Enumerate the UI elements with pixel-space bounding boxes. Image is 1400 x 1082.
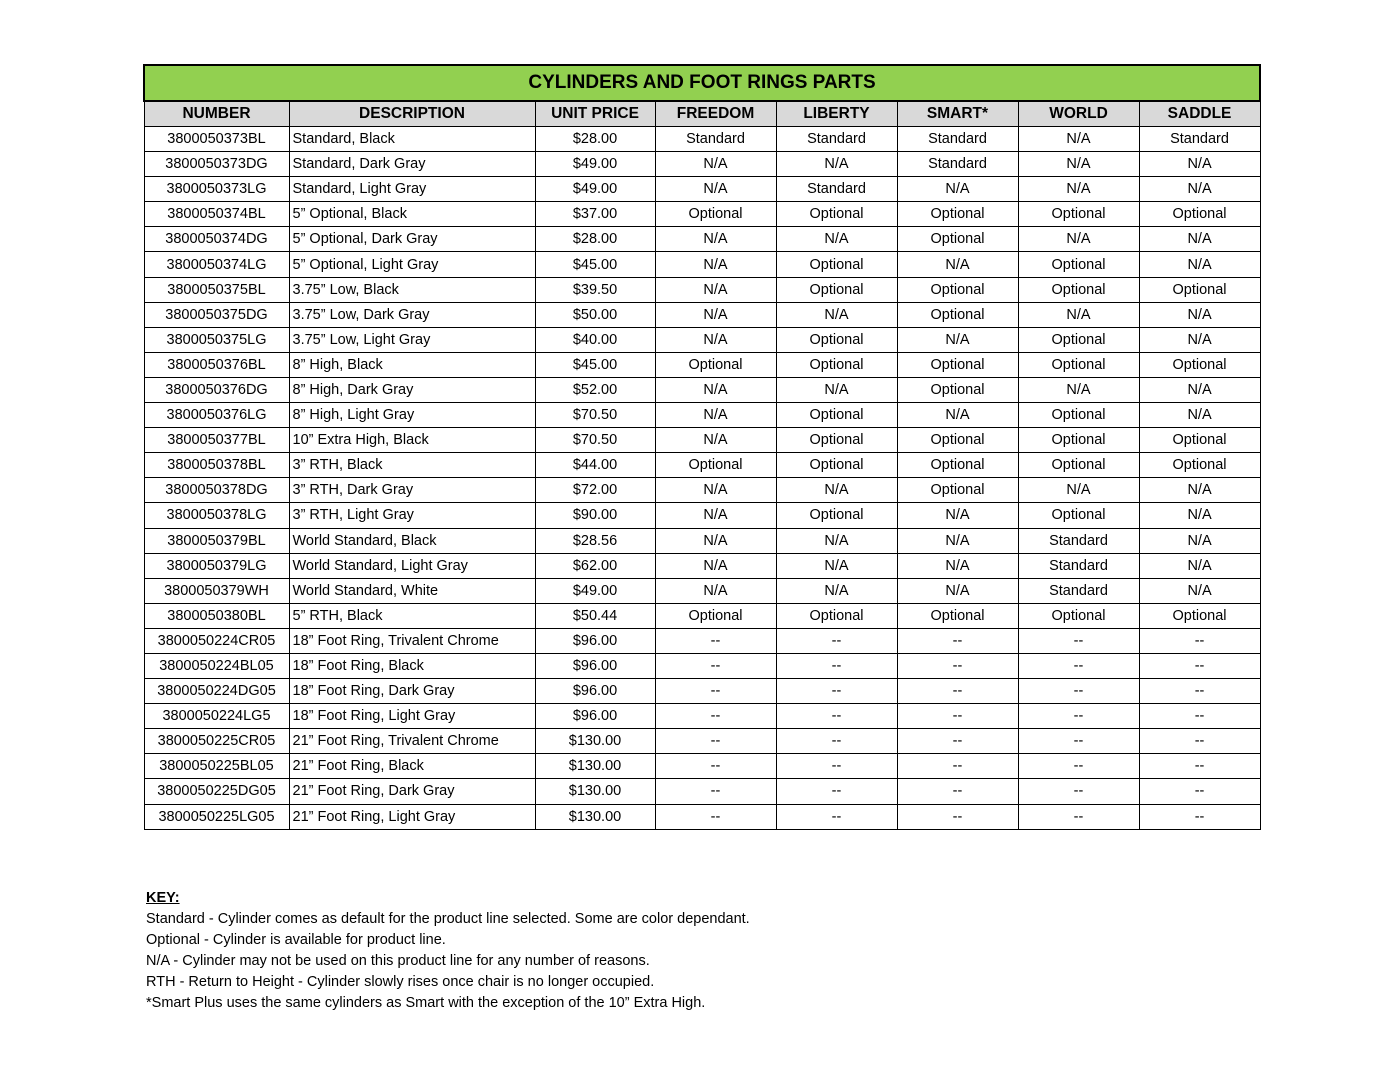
table-cell: N/A	[897, 553, 1018, 578]
table-cell: Optional	[776, 453, 897, 478]
table-cell: Optional	[1139, 352, 1260, 377]
table-cell: 5” Optional, Black	[289, 202, 535, 227]
table-cell: N/A	[1018, 227, 1139, 252]
table-cell: --	[1018, 628, 1139, 653]
table-cell: Optional	[897, 603, 1018, 628]
key-section	[146, 888, 750, 1014]
table-cell: N/A	[1139, 478, 1260, 503]
table-cell: --	[655, 754, 776, 779]
table-cell: N/A	[776, 227, 897, 252]
table-cell: 5” RTH, Black	[289, 603, 535, 628]
table-cell: 3” RTH, Black	[289, 453, 535, 478]
table-cell: 3800050373LG	[144, 177, 289, 202]
parts-table	[143, 64, 1261, 830]
table-cell: N/A	[1018, 377, 1139, 402]
table-cell: 3800050378DG	[144, 478, 289, 503]
table-cell: Standard	[776, 127, 897, 152]
table-row	[144, 352, 1260, 377]
table-cell: Optional	[1018, 252, 1139, 277]
table-cell: 3800050224CR05	[144, 628, 289, 653]
table-cell: $90.00	[535, 503, 655, 528]
table-cell: --	[1139, 653, 1260, 678]
table-cell: --	[1018, 779, 1139, 804]
table-cell: 3.75” Low, Dark Gray	[289, 302, 535, 327]
table-cell: --	[897, 679, 1018, 704]
table-cell: N/A	[1139, 528, 1260, 553]
table-cell: $28.56	[535, 528, 655, 553]
table-cell: Optional	[776, 428, 897, 453]
table-cell: --	[1139, 779, 1260, 804]
table-cell: --	[897, 804, 1018, 829]
key-lines	[146, 909, 750, 1014]
table-cell: 3800050376DG	[144, 377, 289, 402]
table-cell: Optional	[655, 202, 776, 227]
table-cell: $45.00	[535, 352, 655, 377]
table-cell: N/A	[776, 578, 897, 603]
table-cell: N/A	[776, 302, 897, 327]
table-cell: $37.00	[535, 202, 655, 227]
table-cell: 18” Foot Ring, Black	[289, 653, 535, 678]
table-cell: N/A	[655, 177, 776, 202]
table-cell: --	[776, 729, 897, 754]
table-cell: 3.75” Low, Light Gray	[289, 327, 535, 352]
table-cell: --	[897, 729, 1018, 754]
table-cell: --	[655, 653, 776, 678]
table-cell: N/A	[655, 403, 776, 428]
table-cell: 3800050379BL	[144, 528, 289, 553]
table-cell: Optional	[897, 478, 1018, 503]
table-cell: --	[655, 679, 776, 704]
table-cell: Optional	[1139, 603, 1260, 628]
table-body	[144, 127, 1260, 830]
table-cell: --	[1139, 679, 1260, 704]
table-cell: N/A	[1018, 152, 1139, 177]
table-cell: Optional	[1018, 202, 1139, 227]
table-cell: N/A	[655, 553, 776, 578]
table-cell: N/A	[897, 177, 1018, 202]
table-cell: Optional	[1018, 352, 1139, 377]
table-row	[144, 302, 1260, 327]
table-cell: Optional	[897, 202, 1018, 227]
key-line: Optional - Cylinder is available for product line.	[146, 932, 446, 948]
table-cell: Standard	[897, 152, 1018, 177]
table-row	[144, 804, 1260, 829]
table-row	[144, 202, 1260, 227]
table-cell: 3800050374BL	[144, 202, 289, 227]
table-cell: N/A	[1018, 478, 1139, 503]
table-cell: 3800050224BL05	[144, 653, 289, 678]
table-cell: 3800050380BL	[144, 603, 289, 628]
table-cell: 3” RTH, Dark Gray	[289, 478, 535, 503]
table-cell: 18” Foot Ring, Trivalent Chrome	[289, 628, 535, 653]
table-cell: Optional	[897, 352, 1018, 377]
table-cell: N/A	[655, 252, 776, 277]
table-cell: World Standard, Black	[289, 528, 535, 553]
table-cell: 3800050375DG	[144, 302, 289, 327]
table-cell: $49.00	[535, 152, 655, 177]
table-row	[144, 127, 1260, 152]
table-cell: N/A	[655, 503, 776, 528]
table-cell: Optional	[776, 352, 897, 377]
table-cell: Standard	[776, 177, 897, 202]
table-cell: $45.00	[535, 252, 655, 277]
table-cell: --	[776, 628, 897, 653]
table-cell: --	[1139, 804, 1260, 829]
table-cell: N/A	[655, 302, 776, 327]
table-cell: $130.00	[535, 754, 655, 779]
table-cell: Optional	[897, 302, 1018, 327]
table-cell: 21” Foot Ring, Light Gray	[289, 804, 535, 829]
table-cell: 3800050225DG05	[144, 779, 289, 804]
table-cell: --	[897, 653, 1018, 678]
table-cell: World Standard, White	[289, 578, 535, 603]
table-cell: 3800050375LG	[144, 327, 289, 352]
key-title: KEY:	[146, 890, 180, 906]
table-cell: Standard	[1018, 578, 1139, 603]
table-row	[144, 327, 1260, 352]
table-cell: N/A	[897, 327, 1018, 352]
table-cell: --	[776, 754, 897, 779]
table-cell: --	[655, 628, 776, 653]
table-cell: 3800050373BL	[144, 127, 289, 152]
table-row	[144, 528, 1260, 553]
table-cell: N/A	[655, 277, 776, 302]
table-cell: 5” Optional, Light Gray	[289, 252, 535, 277]
table-cell: --	[776, 679, 897, 704]
table-cell: --	[897, 704, 1018, 729]
table-cell: 3800050378BL	[144, 453, 289, 478]
table-cell: Optional	[1018, 603, 1139, 628]
table-row	[144, 754, 1260, 779]
table-cell: 8” High, Light Gray	[289, 403, 535, 428]
table-cell: 18” Foot Ring, Light Gray	[289, 704, 535, 729]
table-cell: --	[1018, 729, 1139, 754]
table-cell: N/A	[655, 528, 776, 553]
table-cell: --	[776, 653, 897, 678]
table-cell: Standard	[1139, 127, 1260, 152]
column-header-smart: SMART*	[897, 101, 1018, 127]
table-cell: Optional	[1018, 327, 1139, 352]
table-cell: Optional	[776, 603, 897, 628]
table-cell: N/A	[776, 377, 897, 402]
table-cell: $130.00	[535, 729, 655, 754]
table-row	[144, 779, 1260, 804]
table-cell: Standard, Dark Gray	[289, 152, 535, 177]
table-cell: --	[1018, 804, 1139, 829]
table-cell: Optional	[1139, 202, 1260, 227]
table-cell: --	[776, 804, 897, 829]
table-cell: Optional	[1018, 403, 1139, 428]
table-cell: --	[1018, 653, 1139, 678]
table-cell: 3” RTH, Light Gray	[289, 503, 535, 528]
table-cell: N/A	[1139, 578, 1260, 603]
table-cell: 10” Extra High, Black	[289, 428, 535, 453]
table-cell: $44.00	[535, 453, 655, 478]
table-cell: N/A	[776, 152, 897, 177]
table-cell: 3800050376LG	[144, 403, 289, 428]
table-row	[144, 729, 1260, 754]
table-cell: --	[897, 779, 1018, 804]
table-cell: Optional	[897, 377, 1018, 402]
key-line: N/A - Cylinder may not be used on this product line for any number of reasons.	[146, 953, 650, 969]
table-row	[144, 227, 1260, 252]
column-header-world: WORLD	[1018, 101, 1139, 127]
table-cell: 3800050376BL	[144, 352, 289, 377]
table-cell: 3.75” Low, Black	[289, 277, 535, 302]
key-line: *Smart Plus uses the same cylinders as Smart with the exception of the 10” Extra High.	[146, 995, 706, 1011]
table-cell: $96.00	[535, 679, 655, 704]
table-cell: Optional	[1139, 453, 1260, 478]
table-cell: World Standard, Light Gray	[289, 553, 535, 578]
table-cell: 3800050225BL05	[144, 754, 289, 779]
table-cell: N/A	[1139, 252, 1260, 277]
table-cell: $96.00	[535, 628, 655, 653]
column-header-saddle: SADDLE	[1139, 101, 1260, 127]
table-cell: N/A	[897, 403, 1018, 428]
table-cell: N/A	[655, 428, 776, 453]
table-cell: N/A	[776, 553, 897, 578]
table-cell: Optional	[1018, 503, 1139, 528]
table-cell: 3800050374LG	[144, 252, 289, 277]
table-cell: N/A	[655, 227, 776, 252]
table-cell: 18” Foot Ring, Dark Gray	[289, 679, 535, 704]
table-cell: $49.00	[535, 578, 655, 603]
table-cell: Standard	[897, 127, 1018, 152]
table-cell: N/A	[1139, 503, 1260, 528]
table-row	[144, 628, 1260, 653]
table-cell: --	[1139, 704, 1260, 729]
key-line: Standard - Cylinder comes as default for the product line selected. Some are color dependant.	[146, 911, 750, 927]
table-row	[144, 177, 1260, 202]
table-cell: Optional	[897, 453, 1018, 478]
table-cell: N/A	[776, 528, 897, 553]
table-cell: N/A	[1139, 302, 1260, 327]
table-cell: $96.00	[535, 653, 655, 678]
table-cell: N/A	[897, 252, 1018, 277]
column-header-row	[144, 101, 1260, 127]
table-cell: N/A	[655, 478, 776, 503]
table-cell: N/A	[1018, 127, 1139, 152]
table-cell: Optional	[897, 227, 1018, 252]
table-cell: Standard	[655, 127, 776, 152]
table-cell: --	[655, 704, 776, 729]
table-cell: N/A	[776, 478, 897, 503]
table-cell: --	[1018, 704, 1139, 729]
table-cell: $70.50	[535, 403, 655, 428]
table-cell: 3800050373DG	[144, 152, 289, 177]
table-cell: 21” Foot Ring, Black	[289, 754, 535, 779]
table-row	[144, 377, 1260, 402]
table-row	[144, 603, 1260, 628]
table-cell: --	[655, 779, 776, 804]
table-cell: Standard	[1018, 528, 1139, 553]
table-cell: N/A	[897, 503, 1018, 528]
table-cell: N/A	[897, 578, 1018, 603]
table-cell: Optional	[776, 277, 897, 302]
table-cell: N/A	[1139, 403, 1260, 428]
table-cell: Optional	[655, 603, 776, 628]
table-row	[144, 704, 1260, 729]
table-cell: N/A	[897, 528, 1018, 553]
table-row	[144, 578, 1260, 603]
table-row	[144, 503, 1260, 528]
table-cell: 3800050225CR05	[144, 729, 289, 754]
table-cell: 5” Optional, Dark Gray	[289, 227, 535, 252]
table-cell: Optional	[897, 277, 1018, 302]
table-cell: N/A	[1018, 302, 1139, 327]
table-row	[144, 478, 1260, 503]
table-cell: --	[897, 628, 1018, 653]
table-cell: $50.44	[535, 603, 655, 628]
table-cell: N/A	[1018, 177, 1139, 202]
table-cell: Optional	[655, 352, 776, 377]
table-cell: $40.00	[535, 327, 655, 352]
table-row	[144, 152, 1260, 177]
table-cell: $130.00	[535, 779, 655, 804]
table-cell: Optional	[776, 202, 897, 227]
table-cell: 3800050378LG	[144, 503, 289, 528]
table-cell: N/A	[1139, 553, 1260, 578]
table-cell: N/A	[1139, 377, 1260, 402]
table-cell: Optional	[897, 428, 1018, 453]
table-cell: N/A	[655, 152, 776, 177]
table-cell: $28.00	[535, 227, 655, 252]
column-header-unit-price: UNIT PRICE	[535, 101, 655, 127]
table-cell: --	[776, 779, 897, 804]
table-row	[144, 553, 1260, 578]
table-cell: N/A	[1139, 327, 1260, 352]
table-cell: $70.50	[535, 428, 655, 453]
table-cell: Optional	[655, 453, 776, 478]
table-cell: N/A	[1139, 152, 1260, 177]
column-header-freedom: FREEDOM	[655, 101, 776, 127]
table-cell: $49.00	[535, 177, 655, 202]
table-cell: 3800050374DG	[144, 227, 289, 252]
column-header-number: NUMBER	[144, 101, 289, 127]
table-cell: Optional	[1139, 428, 1260, 453]
table-cell: --	[1018, 679, 1139, 704]
table-cell: N/A	[1139, 177, 1260, 202]
table-cell: 3800050377BL	[144, 428, 289, 453]
table-cell: 3800050379LG	[144, 553, 289, 578]
table-cell: Optional	[1018, 453, 1139, 478]
table-cell: $62.00	[535, 553, 655, 578]
table-cell: Optional	[1018, 277, 1139, 302]
table-row	[144, 653, 1260, 678]
table-cell: --	[897, 754, 1018, 779]
table-cell: --	[1139, 754, 1260, 779]
table-cell: $50.00	[535, 302, 655, 327]
table-cell: --	[1139, 729, 1260, 754]
table-cell: Standard	[1018, 553, 1139, 578]
table-cell: Optional	[776, 403, 897, 428]
table-row	[144, 277, 1260, 302]
table-cell: 3800050224DG05	[144, 679, 289, 704]
table-cell: --	[776, 704, 897, 729]
table-cell: --	[655, 729, 776, 754]
table-row	[144, 428, 1260, 453]
table-cell: Optional	[776, 327, 897, 352]
table-title: CYLINDERS AND FOOT RINGS PARTS	[144, 65, 1260, 101]
table-cell: 3800050224LG5	[144, 704, 289, 729]
table-cell: $28.00	[535, 127, 655, 152]
column-header-liberty: LIBERTY	[776, 101, 897, 127]
table-cell: N/A	[655, 327, 776, 352]
table-cell: --	[1018, 754, 1139, 779]
table-row	[144, 252, 1260, 277]
table-cell: 3800050375BL	[144, 277, 289, 302]
table-cell: N/A	[655, 377, 776, 402]
key-line: RTH - Return to Height - Cylinder slowly rises once chair is no longer occupied.	[146, 974, 655, 990]
table-cell: $96.00	[535, 704, 655, 729]
table-cell: --	[655, 804, 776, 829]
column-header-description: DESCRIPTION	[289, 101, 535, 127]
table-cell: Optional	[1018, 428, 1139, 453]
table-cell: 21” Foot Ring, Dark Gray	[289, 779, 535, 804]
table-cell: $52.00	[535, 377, 655, 402]
table-cell: N/A	[655, 578, 776, 603]
table-row	[144, 403, 1260, 428]
table-cell: Standard, Light Gray	[289, 177, 535, 202]
table-cell: $130.00	[535, 804, 655, 829]
table-row	[144, 679, 1260, 704]
table-cell: $72.00	[535, 478, 655, 503]
table-cell: 3800050225LG05	[144, 804, 289, 829]
table-cell: N/A	[1139, 227, 1260, 252]
table-cell: Optional	[776, 252, 897, 277]
table-cell: $39.50	[535, 277, 655, 302]
table-cell: 3800050379WH	[144, 578, 289, 603]
table-cell: Standard, Black	[289, 127, 535, 152]
table-cell: 8” High, Dark Gray	[289, 377, 535, 402]
table-cell: 8” High, Black	[289, 352, 535, 377]
table-row	[144, 453, 1260, 478]
table-cell: 21” Foot Ring, Trivalent Chrome	[289, 729, 535, 754]
table-cell: Optional	[776, 503, 897, 528]
table-cell: --	[1139, 628, 1260, 653]
table-cell: Optional	[1139, 277, 1260, 302]
